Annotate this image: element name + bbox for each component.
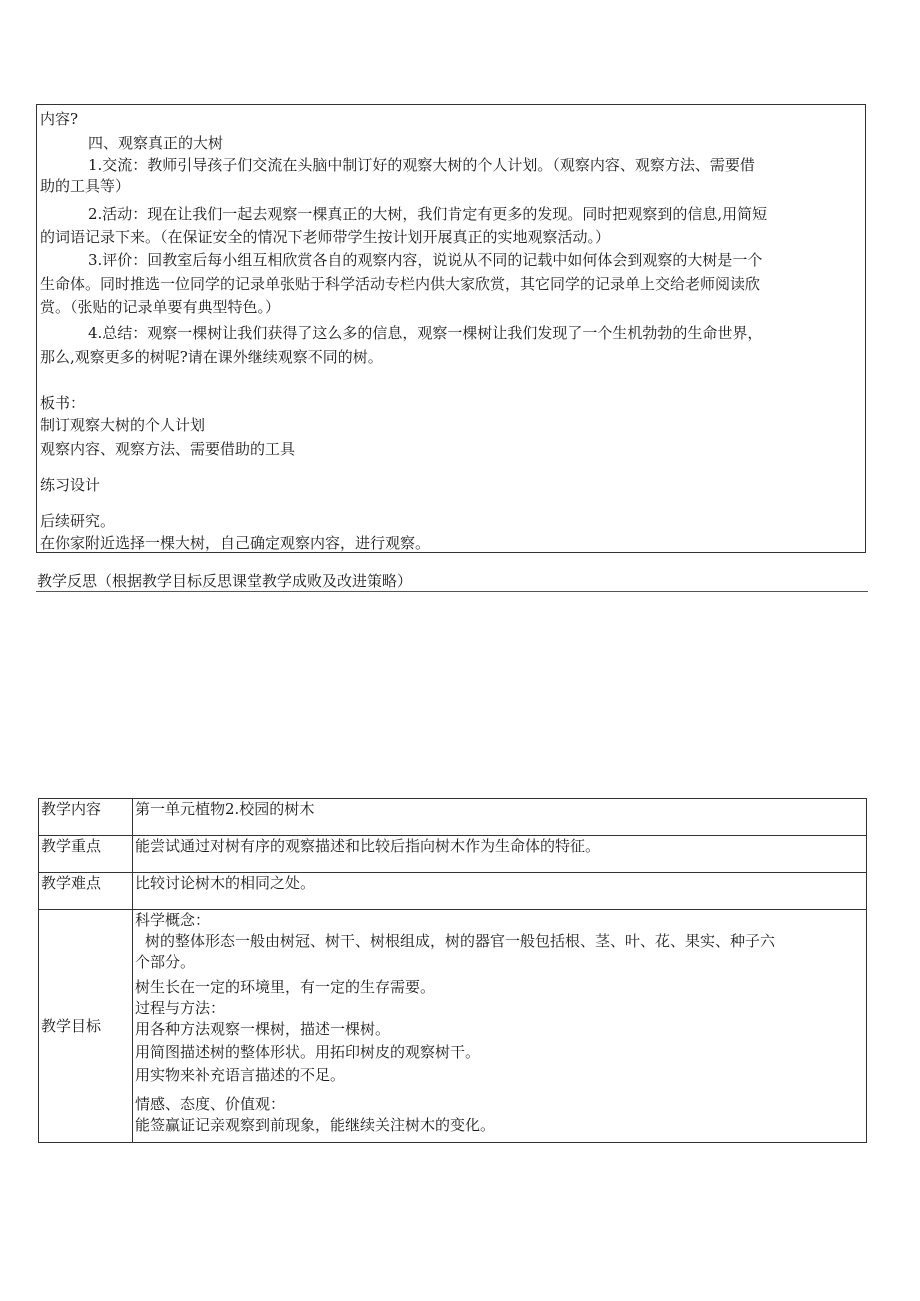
difficulty-value: 比较讨论树木的相同之处。 [135, 874, 316, 892]
text-line: 观察内容、观察方法、需要借助的工具 [40, 440, 296, 458]
key-point-label: 教学重点 [41, 837, 102, 855]
goals-label: 教学目标 [39, 910, 133, 1143]
text-line: 制订观察大树的个人计划 [40, 416, 206, 434]
reflection-header: 教学反思（根据教学目标反思课堂教学成败及改进策略） [37, 572, 413, 590]
text-line: 在你家附近选择一棵大树，自己确定观察内容，进行观察。 [40, 534, 431, 552]
text-line: 后续研究。 [40, 512, 116, 530]
text-line: 2.活动：现在让我们一起去观察一棵真正的大树，我们肯定有更多的发现。同时把观察到的信息,用简短 [88, 205, 768, 223]
goals-line: 用实物来补充语言描述的不足。 [135, 1066, 346, 1084]
text-line: 那么,观察更多的树呢?请在课外继续观察不同的树。 [40, 348, 383, 366]
board-heading: 板书： [40, 394, 86, 412]
text-line: 助的工具等） [40, 177, 131, 195]
text-line: 生命体。同时推选一位同学的记录单张贴于科学活动专栏内供大家欣赏，其它同学的记录单上交给老师阅读欣 [40, 275, 761, 293]
text-line: 赏。（张贴的记录单要有典型特色。） [40, 298, 281, 316]
table-row [39, 873, 867, 910]
divider [36, 591, 868, 592]
goals-line: 树的整体形态一般由树冠、树干、树根组成，树的器官一般包括根、茎、叶、花、果实、种子六 [145, 932, 776, 950]
content-label: 教学内容 [41, 800, 102, 818]
goals-line: 用各种方法观察一棵树，描述一棵树。 [135, 1020, 391, 1038]
goals-line: 个部分。 [135, 953, 196, 971]
text-line: 内容? [40, 110, 79, 128]
content-value: 第一单元植物2.校园的树木 [135, 800, 315, 818]
text-line: 的词语记录下来。（在保证安全的情况下老师带学生按计划开展真正的实地观察活动。） [40, 228, 611, 246]
table-row [39, 910, 867, 1143]
goals-line: 过程与方法： [135, 999, 226, 1017]
section-heading: 四、观察真正的大树 [88, 134, 224, 152]
table-row [39, 836, 867, 873]
lesson-plan-table [38, 798, 867, 1143]
key-point-value: 能尝试通过对树有序的观察描述和比较后指向树木作为生命体的特征。 [135, 837, 601, 855]
goals-line: 科学概念： [135, 911, 211, 929]
goals-line: 能签赢证记亲观察到前现象，能继续关注树木的变化。 [135, 1116, 496, 1134]
text-line: 1.交流：教师引导孩子们交流在头脑中制订好的观察大树的个人计划。（观察内容、观察方法、需要借 [88, 156, 755, 174]
table-row [39, 799, 867, 836]
text-line: 4.总结：观察一棵树让我们获得了这么多的信息，观察一棵树让我们发现了一个生机勃勃的生命世界， [88, 324, 763, 342]
text-line: 3.评价：回教室后每小组互相欣赏各自的观察内容，说说从不同的记载中如何体会到观察的大树是一个 [88, 251, 763, 269]
difficulty-label: 教学难点 [41, 874, 102, 892]
goals-line: 情感、态度、价值观： [135, 1095, 286, 1113]
goals-line: 用简图描述树的整体形状。用拓印树皮的观察树干。 [135, 1043, 481, 1061]
goals-content [133, 910, 867, 1143]
exercise-heading: 练习设计 [40, 476, 101, 494]
goals-line: 树生长在一定的环境里，有一定的生存需要。 [135, 978, 436, 996]
